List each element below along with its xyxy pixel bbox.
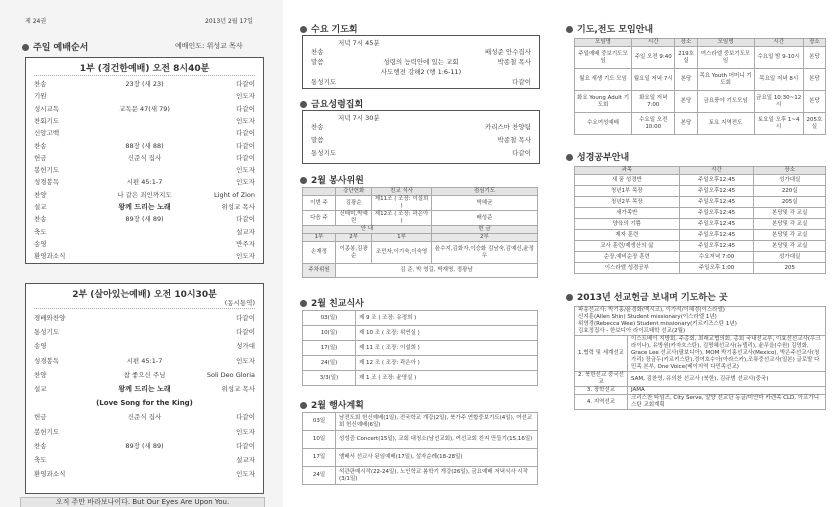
bible-cell: 주일오후12:45 xyxy=(679,219,754,230)
order-row xyxy=(34,454,255,466)
order-person: 설교자 xyxy=(236,227,255,236)
event-row xyxy=(303,431,538,449)
event-detail: 석관판매시작(22-24일), 노인학교 봄학기 개강(26일), 금요예배 저녁식사 시작(3/1일) xyxy=(336,467,538,485)
prayer-cell: 본당 xyxy=(675,113,697,135)
bullet-icon xyxy=(566,26,573,33)
bullet-icon xyxy=(566,294,573,301)
order-row xyxy=(34,468,255,480)
prayer-col-header: 장소 xyxy=(675,39,697,47)
event-date: 03일 xyxy=(303,413,336,431)
column-prayer-missions xyxy=(562,0,835,507)
order-person: 다같이 xyxy=(236,141,255,150)
mission-targets: 크리스찬 타임즈, City Serve, 알양 선교단 동글/미얀마 카렌족 CLD, 아프가니스탄 교회계획 xyxy=(628,395,826,410)
bullet-icon xyxy=(300,26,307,33)
fellowship-row xyxy=(303,356,538,371)
bible-row xyxy=(575,175,826,186)
bullet-icon xyxy=(300,402,307,409)
bible-cell: 본당및 각 교실 xyxy=(754,208,826,219)
mission-category: 3. 장학선교 xyxy=(575,387,628,395)
bible-cell: 205실 xyxy=(754,197,826,208)
order-row xyxy=(34,426,255,438)
prayer-col-header: 시간 xyxy=(754,39,803,47)
order-item: 성경봉독 xyxy=(34,356,60,365)
fellowship-row xyxy=(303,311,538,326)
event-detail: 남전도회 헌신예배(1일), 전국학교 개강(2일), 북가주 연합중보기도(4일), 여선교회 헌신예배(6일) xyxy=(336,413,538,431)
order-item: 말씀 xyxy=(311,136,324,144)
order-row xyxy=(34,440,255,452)
order-item: 봉헌기도 xyxy=(34,427,60,436)
mission-top-row xyxy=(575,307,826,336)
fri-heading: 금요성령집회 xyxy=(300,97,363,110)
order-person: 다같이 xyxy=(236,153,255,162)
order-item: 찬송 xyxy=(34,80,47,88)
order-detail: 시편 45:1-7 xyxy=(126,356,163,365)
order-item: 찬송 xyxy=(311,123,324,131)
order-person: 성가대 xyxy=(236,342,255,351)
order-row xyxy=(34,397,255,409)
order-row xyxy=(34,90,255,102)
order-person: 설교자 xyxy=(236,456,255,464)
order-item: 송영 xyxy=(34,239,47,248)
order-item: 봉헌기도 xyxy=(34,166,60,175)
order-row xyxy=(34,115,255,127)
order-detail: 88장 (새 88) xyxy=(125,141,164,150)
prayer-cell: 수요일 밤 9-10시 xyxy=(754,47,803,69)
fri-time: 저녁 7시 30분 xyxy=(338,114,380,122)
bible-row xyxy=(575,252,826,263)
bullet-icon xyxy=(300,177,307,184)
order-person: 다같이 xyxy=(236,215,255,224)
missionary-line: 신지훈(Allen Shin) Student missionary(이스라엘 1년) xyxy=(578,314,717,320)
order-detail: 왕께 드리는 노래 xyxy=(118,385,171,393)
fellowship-date: 10(일) xyxy=(303,326,356,341)
order-person: 다같이 xyxy=(512,149,531,157)
order-person: 반주자 xyxy=(236,239,255,248)
prayer-cell: 화요일 저녁7:00 xyxy=(632,91,675,113)
order-detail: 89장 (새 89) xyxy=(125,215,164,224)
order-detail: 89장 (새 89) xyxy=(125,441,164,450)
order-row xyxy=(34,340,255,352)
order-person: 인도자 xyxy=(236,116,255,125)
bible-cell: 205 xyxy=(754,263,826,274)
column-worship-order xyxy=(0,0,283,507)
bible-cell: 청년1부 목장 xyxy=(575,186,680,197)
bullet-icon xyxy=(300,101,307,108)
prayer-table xyxy=(574,38,826,135)
order-row xyxy=(34,383,255,395)
mission-row xyxy=(575,395,826,410)
event-date: 24일 xyxy=(303,467,336,485)
prayer-col-header: 모임명 xyxy=(575,39,632,47)
prayer-cell: 월요 새생 기도 모임 xyxy=(575,69,632,91)
order-detail: 시편 45:1-7 xyxy=(126,178,163,187)
wed-time: 저녁 7시 45분 xyxy=(338,39,380,47)
order-detail: 왕께 드리는 노래 xyxy=(118,203,171,211)
order-detail: 성령의 능력안에 있는 교회 xyxy=(383,58,459,66)
service2-box xyxy=(25,283,264,494)
bible-cell: 주일오후12:45 xyxy=(679,186,754,197)
bullet-icon xyxy=(22,44,29,51)
order-detail: 사도행전 강해2 (행 1:6-11) xyxy=(380,68,462,76)
bible-cell: 청년2부 목장 xyxy=(575,197,680,208)
order-person: 배성준 안수집사 xyxy=(484,48,531,56)
order-item: 송영 xyxy=(34,342,47,351)
fellowship-team: 제 1 조 ( 조장: 윤영실 ) xyxy=(356,371,538,386)
mission-table xyxy=(574,306,826,410)
order-row xyxy=(34,238,255,250)
prayer-cell: 금요일 10:30~12시 xyxy=(754,91,803,113)
order-row xyxy=(34,103,255,115)
order-row xyxy=(34,355,255,367)
service2-title: 2부 (살아있는예배) 오전 10시30분 xyxy=(72,290,217,300)
prayer-row xyxy=(575,47,826,69)
order-person: 박종철 목사 xyxy=(497,136,531,144)
bible-cell: 성가대실 xyxy=(754,252,826,263)
order-row xyxy=(34,140,255,152)
order-person: 인도자 xyxy=(236,166,255,175)
prayer-cell: 205호실 xyxy=(803,113,825,135)
prayer-cell: 본당 xyxy=(675,91,697,113)
prayer-cell: 본당 xyxy=(803,47,825,69)
bible-cell: 수요저녁 7:00 xyxy=(679,252,754,263)
order-item: 헌금 xyxy=(34,413,47,422)
service1-title: 1부 (경건한예배) 오전 8시40분 xyxy=(79,64,210,74)
bible-cell: 새가족반 xyxy=(575,208,680,219)
fellowship-heading: 2월 친교식사 xyxy=(300,296,364,309)
bible-cell: 순장,예비순장 훈련 xyxy=(575,252,680,263)
order-row xyxy=(311,76,531,88)
mission-targets: JAMA xyxy=(628,387,826,395)
order-item: 성시교독 xyxy=(34,104,60,113)
prayer-row xyxy=(575,91,826,113)
bible-cell: 본당및 각 교실 xyxy=(754,241,826,252)
order-detail: 23장 (새 23) xyxy=(125,80,164,88)
order-detail: 신준식 집사 xyxy=(127,413,162,422)
order-person: 박종철 목사 xyxy=(497,58,531,66)
order-item: 환영과소식 xyxy=(34,252,66,261)
order-person: 다같이 xyxy=(236,104,255,113)
order-item: 찬양 xyxy=(34,190,47,199)
order-item: 말씀 xyxy=(311,58,324,66)
mission-category: 1.협력 및 세계선교 xyxy=(575,336,628,372)
order-item: 설교 xyxy=(34,203,47,211)
order-row xyxy=(34,176,255,188)
fellowship-date: 3/3(일) xyxy=(303,371,356,386)
bible-cell: 주일오후 1:00 xyxy=(679,263,754,274)
bible-cell: 본당및 각 교실 xyxy=(754,219,826,230)
bible-cell: 주일오후12:45 xyxy=(679,208,754,219)
prayer-cell: 월요일 저녁 7시 xyxy=(632,69,675,91)
prayer-cell: 수요여성예배 xyxy=(575,113,632,135)
order-item: 찬송 xyxy=(34,215,47,224)
bible-row xyxy=(575,197,826,208)
bible-header xyxy=(575,167,826,175)
bible-cell: 교사 훈련/제생산의 삶 xyxy=(575,241,680,252)
order-row xyxy=(34,213,255,225)
order-detail: 교독문 47(새 79) xyxy=(119,104,170,113)
order-row xyxy=(34,250,255,262)
order-row xyxy=(34,369,255,381)
order-item: 축도 xyxy=(34,456,47,464)
fellowship-row xyxy=(303,326,538,341)
issue-date: 2013년 2월 17일 xyxy=(205,18,253,25)
order-person: Light of Zion xyxy=(214,190,255,199)
prayer-col-header: 모임명 xyxy=(697,39,754,47)
worship-leader: 예배인도: 위성교 목사 xyxy=(175,42,243,50)
prayer-col-header: 장소 xyxy=(803,39,825,47)
order-item: 찬송 xyxy=(311,48,324,56)
mission-targets: SAM, 김찬영, 유의찬 선교사 (북한), 김규범 선교사(중국) xyxy=(628,372,826,387)
fellowship-date: 17(일) xyxy=(303,341,356,356)
order-person: 다같이 xyxy=(236,441,255,450)
fellowship-row xyxy=(303,341,538,356)
prayer-cell: 목요 Youth 어머니 기도회 xyxy=(697,69,754,91)
prayer-cell: 본당 xyxy=(675,69,697,91)
service2-subtitle: (동시통역) xyxy=(224,299,255,307)
order-item: 통성기도 xyxy=(34,328,60,337)
missionary-line: 파송선교사: 박기홍/윤경화(멕시코), 이가석/이혜경(이스라엘) xyxy=(578,307,725,313)
bible-row xyxy=(575,230,826,241)
order-item: 찬회기도 xyxy=(34,116,60,125)
prayer-row xyxy=(575,69,826,91)
fellowship-team: 제 12 조 ( 조장: 곽은아 ) xyxy=(356,356,538,371)
divider xyxy=(34,75,255,76)
order-detail: 참 좋으신 주님 xyxy=(123,370,166,379)
order-row xyxy=(311,147,531,159)
order-detail: (Love Song for the King) xyxy=(96,399,193,408)
event-row xyxy=(303,449,538,467)
order-person: 다같이 xyxy=(236,328,255,337)
fellowship-date: 03(일) xyxy=(303,311,356,326)
event-row xyxy=(303,413,538,431)
bible-row xyxy=(575,241,826,252)
mission-row xyxy=(575,372,826,387)
order-person: 인도자 xyxy=(236,470,255,479)
order-person: 인도자 xyxy=(236,356,255,365)
order-item: 성경봉독 xyxy=(34,178,60,187)
event-detail: 앰배서 선교사 된임예배(17일), 설자순례(18-28일) xyxy=(336,449,538,467)
service1-box xyxy=(25,57,264,264)
order-row xyxy=(34,78,255,90)
fellowship-table xyxy=(302,310,538,386)
order-person: 인도자 xyxy=(236,252,255,261)
prayer-cell: 목요일 저녁 8시 xyxy=(754,69,803,91)
order-person: 인도자 xyxy=(236,178,255,187)
order-row xyxy=(311,134,531,146)
order-item: 축도 xyxy=(34,227,47,236)
events-table xyxy=(302,412,538,485)
missionary-line: 김효정집사 - 한보디아 라이프태학 선교(2월) xyxy=(578,328,686,334)
bible-col-header: 장소 xyxy=(754,167,826,175)
order-item: 설교 xyxy=(34,385,47,393)
bullet-icon xyxy=(566,154,573,161)
volunteers-table: 강단헌화 친교 식사 점심기도 이번 주 김광순 제11조 ( 조장: 이설희 ) 박혜균 다음 주 신태미,박예린 제12조 ( 조장: 곽은아 ) 배성준 안 내 헌 금 1부 2부 1부 2부 손재정 이종봉,김광순 조민자,이기숙,이숙영 윤수지,김화자,이승화 김남숙,김예신,윤정우 주차위원 김 준, 박 영길, 박재명, 정광남 xyxy=(302,187,538,278)
order-item: 통성기도 xyxy=(311,149,337,157)
order-item: 경배와찬양 xyxy=(34,314,66,322)
event-date: 10일 xyxy=(303,431,336,449)
prayer-heading: 기도,전도 모임안내 xyxy=(566,22,653,35)
bible-row xyxy=(575,263,826,274)
bible-col-header: 시간 xyxy=(679,167,754,175)
event-detail: 성성즘 Concert(15일), 교회 대청소(남선교회), 여선교회 친지 만들기(15,16일) xyxy=(336,431,538,449)
fellowship-team: 제 9 조 ( 조장: 유정희 ) xyxy=(356,311,538,326)
order-item: 찬양 xyxy=(34,370,47,379)
page-number: 제 24권 xyxy=(25,18,47,25)
order-row xyxy=(34,127,255,139)
wed-box xyxy=(302,35,540,89)
prayer-cell: 본당 xyxy=(803,69,825,91)
order-detail: 신준식 집사 xyxy=(127,153,162,162)
event-row xyxy=(303,467,538,485)
order-row xyxy=(34,326,255,338)
order-person: 다같이 xyxy=(236,314,255,322)
bible-row xyxy=(575,186,826,197)
order-row xyxy=(34,164,255,176)
fellowship-row xyxy=(303,371,538,386)
order-item: 통성기도 xyxy=(311,78,337,86)
prayer-cell: 219호실 xyxy=(675,47,697,69)
order-item: 헌금 xyxy=(34,153,47,162)
order-row xyxy=(34,152,255,164)
bible-row xyxy=(575,208,826,219)
mission-targets: 이스트베이 지방회, 주총회, 최래교협의회, 총회 국내선교부, 이효선선교사(우크라이나), 유방원(카자흐스탄), 김명혜선교사(뉴델리), 윤무을(수원) 김영화, Grace Lee 선교사(팔보디아), MOM 박기홍선교사(Mexico), 박은주선교사(청가리) 장금두(키르키스탄),정여호수아(아라스카),조류중선교사(일본) 글로발 다민족 본부, One Voice(베이지역 다민족선교) xyxy=(628,336,826,372)
bible-heading: 성경공부안내 xyxy=(566,150,629,163)
divider xyxy=(34,308,255,309)
order-person: 다같이 xyxy=(512,78,531,86)
order-person: 인도자 xyxy=(236,427,255,436)
bible-cell: 이스라엘 성경공부 xyxy=(575,263,680,274)
prayer-cell: 수요일 오전 10:00 xyxy=(632,113,675,135)
order-person: 카리스마 찬양팀 xyxy=(484,123,531,131)
prayer-cell: 토요 지역전도 xyxy=(697,113,754,135)
fri-box xyxy=(302,110,540,164)
mission-heading: 2013년 선교헌금 보내며 기도하는 곳 xyxy=(566,290,728,303)
order-row xyxy=(34,411,255,423)
bible-cell: 새 꿈 성경반 xyxy=(575,175,680,186)
prayer-cell: 본당 xyxy=(803,91,825,113)
order-detail: 나 같은 죄인까지도 xyxy=(117,190,172,199)
order-item: 찬송 xyxy=(34,141,47,150)
bible-cell: 제자 훈련 xyxy=(575,230,680,241)
bible-cell: 220실 xyxy=(754,186,826,197)
wed-heading: 수요 기도회 xyxy=(300,22,358,35)
prayer-cell: 화요 Young Adult 기도회 xyxy=(575,91,632,113)
order-row xyxy=(34,189,255,201)
mission-category: 2. 북한선교 중국선교 xyxy=(575,372,628,387)
mission-row xyxy=(575,336,826,372)
order-row xyxy=(34,312,255,324)
missionary-line: 위영경(Rebecca Wee) Student missionary(키르키즈스탄 1년) xyxy=(578,321,737,327)
order-item: 환영과소식 xyxy=(34,470,66,479)
order-person: 다같이 xyxy=(236,80,255,88)
fellowship-date: 24(일) xyxy=(303,356,356,371)
event-date: 17일 xyxy=(303,449,336,467)
bible-row xyxy=(575,219,826,230)
prayer-cell: 토요일 오후 1~4시 xyxy=(754,113,803,135)
mission-row xyxy=(575,387,826,395)
order-row xyxy=(311,121,531,133)
mission-category: 4. 지역선교 xyxy=(575,395,628,410)
volunteers-heading: 2월 봉사위원 xyxy=(300,173,364,186)
bible-cell: 본당및 각 교실 xyxy=(754,230,826,241)
fellowship-team: 제 10 조 ( 조장: 위연실 ) xyxy=(356,326,538,341)
prayer-cell: 금요풍야 기도모임 xyxy=(697,91,754,113)
order-item: 신앙고백 xyxy=(34,129,60,138)
bible-cell: 주일오후12:45 xyxy=(679,241,754,252)
order-person: Soli Deo Gloria xyxy=(206,370,255,379)
prayer-cell: 주일 오전 9:40 xyxy=(632,47,675,69)
bible-col-header: 과목 xyxy=(575,167,680,175)
fellowship-team: 제 11 조 ( 조장: 이설희 ) xyxy=(356,341,538,356)
order-person: 위성교 목사 xyxy=(221,385,255,393)
worship-order-heading: 주일 예배순서 xyxy=(22,40,88,53)
order-person: 다같이 xyxy=(236,413,255,422)
prayer-row xyxy=(575,113,826,135)
order-person: 위성교 목사 xyxy=(221,203,255,211)
mission-missionaries xyxy=(575,307,826,336)
order-person: 다같이 xyxy=(236,129,255,138)
prayer-header xyxy=(575,39,826,47)
column-events xyxy=(292,0,547,507)
bible-cell: 주일오후12:45 xyxy=(679,175,754,186)
bible-cell: 주일오후12:45 xyxy=(679,230,754,241)
events-heading: 2월 행사계획 xyxy=(300,398,364,411)
order-row xyxy=(34,201,255,213)
bible-cell: 성가대실 xyxy=(754,175,826,186)
bullet-icon xyxy=(300,300,307,307)
bible-cell: 주일오후12:45 xyxy=(679,197,754,208)
order-row xyxy=(34,226,255,238)
order-item: 찬송 xyxy=(34,441,47,450)
bible-table xyxy=(574,166,826,274)
prayer-col-header: 시간 xyxy=(632,39,675,47)
bible-cell: 양육의 기쁨 xyxy=(575,219,680,230)
prayer-cell: 여스라엘 중보기도모임 xyxy=(697,47,754,69)
order-item: 기원 xyxy=(34,92,47,101)
footer-motto: 오직 주만 바라보나이다. But Our Eyes Are Upon You. xyxy=(20,497,265,507)
order-person: 인도자 xyxy=(236,92,255,101)
prayer-cell: 주일예배 중보기도모임 xyxy=(575,47,632,69)
